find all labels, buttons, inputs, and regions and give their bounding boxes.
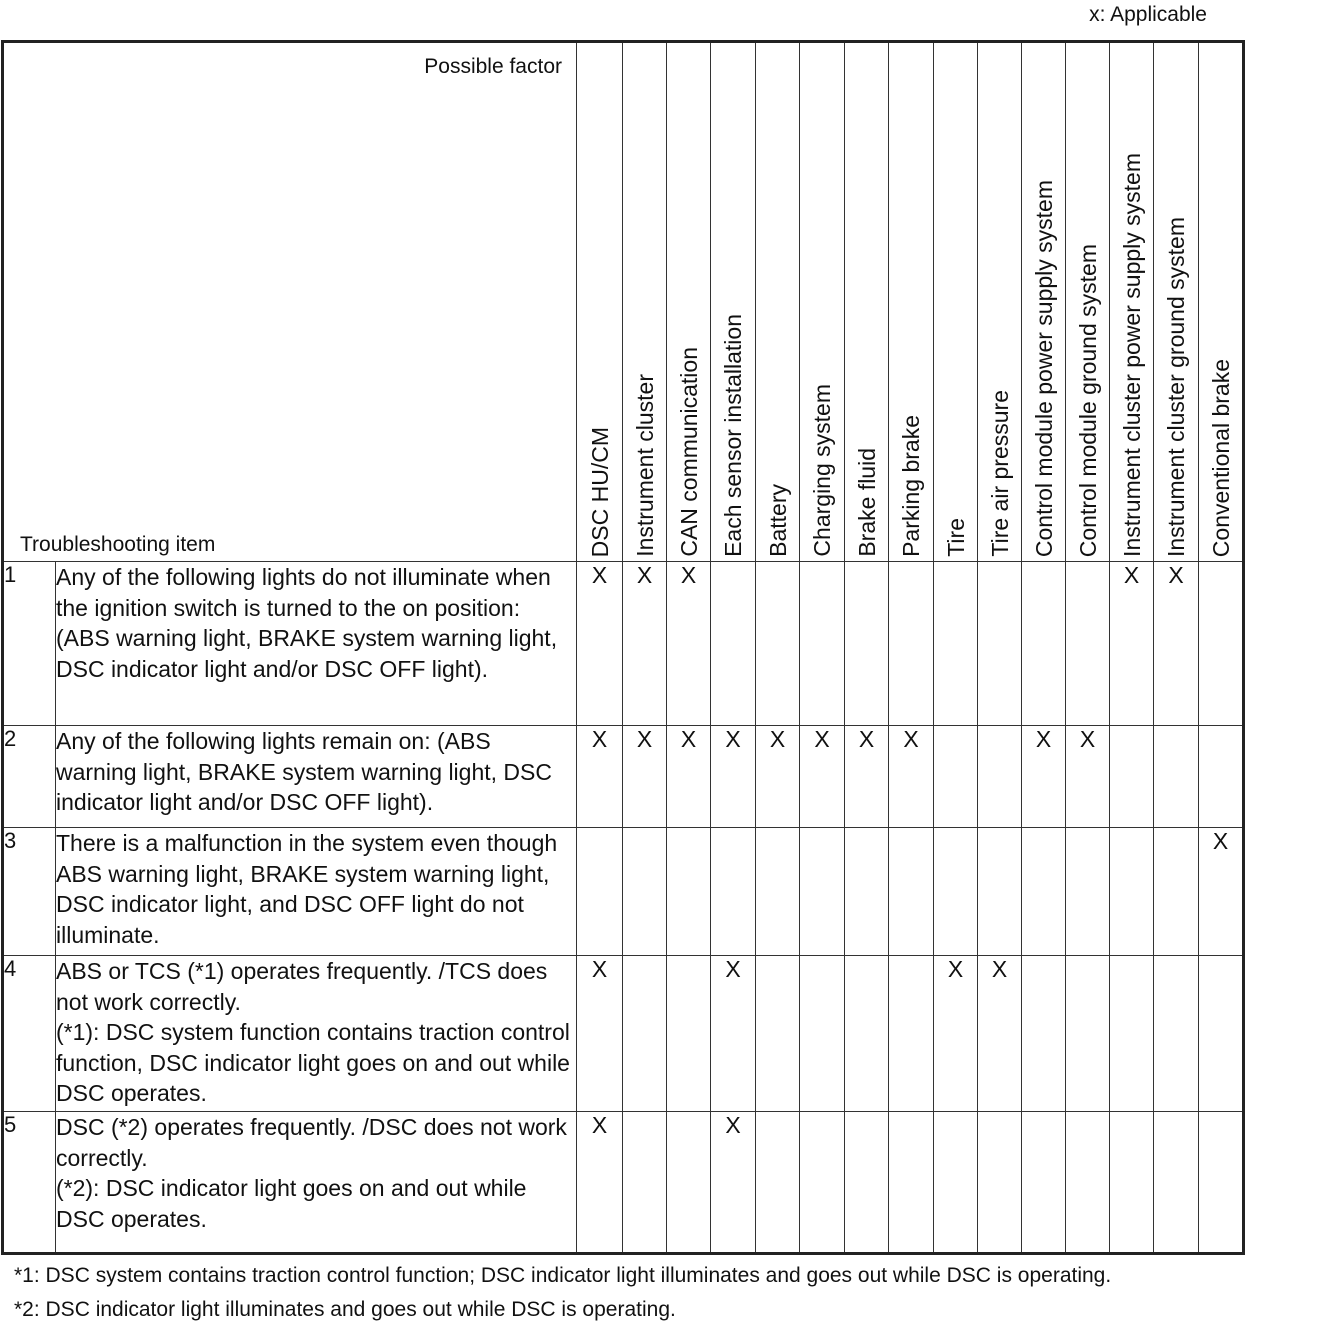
table-row (3, 1112, 1244, 1254)
factor-header-battery (756, 42, 800, 562)
factor-label: Charging system (809, 384, 835, 557)
applicability-mark (667, 828, 711, 956)
applicability-mark: X (711, 726, 756, 828)
applicability-mark (1110, 828, 1154, 956)
table-row (3, 726, 1244, 828)
factor-label: CAN communication (675, 347, 702, 557)
applicability-mark: X (623, 562, 667, 726)
applicability-mark (756, 956, 800, 1112)
factor-label: Tire air pressure (986, 390, 1013, 557)
row-description: DSC (*2) operates frequently. /DSC does not work correctly. (*2): DSC indicator light goes on and out while DSC operates. (56, 1112, 577, 1254)
applicability-mark (800, 1112, 845, 1254)
factor-label: Instrument cluster ground system (1163, 216, 1189, 557)
footnotes (14, 1259, 1111, 1327)
factor-label: Parking brake (898, 415, 924, 557)
applicability-mark (800, 828, 845, 956)
applicability-mark: X (800, 726, 845, 828)
applicability-mark (711, 828, 756, 956)
factor-label: Instrument cluster (631, 374, 658, 557)
applicability-mark (845, 1112, 889, 1254)
applicability-mark: X (934, 956, 978, 1112)
applicability-mark (1066, 828, 1110, 956)
applicability-mark (1066, 956, 1110, 1112)
applicability-mark (756, 828, 800, 956)
applicability-mark (1110, 726, 1154, 828)
factor-label: Control module power supply system (1030, 179, 1057, 557)
factor-label: Tire (942, 518, 969, 557)
factor-header-brake-fluid (845, 42, 889, 562)
applicability-mark (1199, 562, 1244, 726)
table-row (3, 828, 1244, 956)
applicability-mark (934, 828, 978, 956)
applicability-mark: X (1199, 828, 1244, 956)
applicability-mark (1022, 562, 1066, 726)
factor-label: Battery (764, 484, 791, 557)
factor-header-instrument-cluster-power-supply (1110, 42, 1154, 562)
applicability-mark (1154, 1112, 1199, 1254)
applicability-mark (623, 828, 667, 956)
applicability-mark (889, 828, 934, 956)
applicability-mark: X (978, 956, 1022, 1112)
applicability-mark (1154, 956, 1199, 1112)
applicability-mark (889, 1112, 934, 1254)
applicability-mark (1154, 726, 1199, 828)
applicability-mark: X (577, 956, 623, 1112)
applicability-mark: X (1110, 562, 1154, 726)
applicability-mark: X (845, 726, 889, 828)
applicability-mark (756, 1112, 800, 1254)
row-number: 4 (3, 956, 56, 1112)
factor-header-tire (934, 42, 978, 562)
possible-factor-label: Possible factor (424, 55, 562, 78)
factor-header-control-module-power-supply (1022, 42, 1066, 562)
row-description: Any of the following lights remain on: (ABS warning light, BRAKE system warning light, DSC indicator light and/or DSC OFF light). (56, 726, 577, 828)
factor-label: Instrument cluster power supply system (1118, 153, 1145, 557)
applicability-mark (978, 1112, 1022, 1254)
applicability-mark: X (577, 1112, 623, 1254)
matrix-body (3, 562, 1244, 1254)
applicability-mark: X (756, 726, 800, 828)
factor-header-tire-air-pressure (978, 42, 1022, 562)
table-row (3, 562, 1244, 726)
applicability-mark: X (1022, 726, 1066, 828)
factor-header-each-sensor-installation (711, 42, 756, 562)
factor-header-charging-system (800, 42, 845, 562)
applicability-mark (889, 956, 934, 1112)
row-number: 3 (3, 828, 56, 956)
applicability-mark: X (577, 562, 623, 726)
footnote-2: *2: DSC indicator light illuminates and goes out while DSC is operating. (14, 1298, 676, 1321)
row-description: ABS or TCS (*1) operates frequently. /TCS does not work correctly. (*1): DSC system function contains traction control function, DSC indicator light goes on and out while DSC operates. (56, 956, 577, 1112)
applicability-mark (667, 956, 711, 1112)
applicability-mark (1110, 1112, 1154, 1254)
applicability-mark (1022, 828, 1066, 956)
factor-header-parking-brake (889, 42, 934, 562)
applicability-mark (1110, 956, 1154, 1112)
applicability-mark: X (889, 726, 934, 828)
applicability-mark (934, 1112, 978, 1254)
applicable-legend: x: Applicable (1089, 3, 1207, 26)
factor-label: Conventional brake (1207, 358, 1234, 557)
applicability-mark (711, 562, 756, 726)
applicability-mark (1199, 956, 1244, 1112)
corner-header-cell (3, 42, 577, 562)
applicability-mark (978, 562, 1022, 726)
applicability-mark (1066, 1112, 1110, 1254)
applicability-mark: X (711, 1112, 756, 1254)
applicability-mark (1199, 726, 1244, 828)
applicability-mark (978, 726, 1022, 828)
applicability-mark (1022, 1112, 1066, 1254)
applicability-mark (978, 828, 1022, 956)
applicability-mark (845, 828, 889, 956)
applicability-mark (1022, 956, 1066, 1112)
factor-header-can-communication (667, 42, 711, 562)
applicability-mark: X (667, 726, 711, 828)
applicability-mark (667, 1112, 711, 1254)
header-row (3, 42, 1244, 562)
applicability-mark (800, 956, 845, 1112)
table-row (3, 956, 1244, 1112)
row-number: 2 (3, 726, 56, 828)
applicability-mark (845, 562, 889, 726)
applicability-mark: X (1066, 726, 1110, 828)
applicability-mark (623, 956, 667, 1112)
applicability-mark: X (1154, 562, 1199, 726)
applicability-mark (756, 562, 800, 726)
applicability-mark (934, 726, 978, 828)
applicability-mark (934, 562, 978, 726)
applicability-mark: X (577, 726, 623, 828)
row-description: Any of the following lights do not illuminate when the ignition switch is turned to the on position: (ABS warning light, BRAKE system warning light, DSC indicator light and/or DSC OFF light). (56, 562, 577, 726)
applicability-mark (1199, 1112, 1244, 1254)
factor-header-instrument-cluster-ground (1154, 42, 1199, 562)
factor-label: Control module ground system (1074, 243, 1101, 557)
factor-header-conventional-brake (1199, 42, 1244, 562)
factor-header-control-module-ground (1066, 42, 1110, 562)
applicability-mark (623, 1112, 667, 1254)
row-number: 1 (3, 562, 56, 726)
applicability-mark (1154, 828, 1199, 956)
applicability-mark (800, 562, 845, 726)
applicability-mark (889, 562, 934, 726)
applicability-mark (577, 828, 623, 956)
factor-label: DSC HU/CM (586, 426, 613, 557)
factor-header-dsc-hu-cm (577, 42, 623, 562)
row-description: There is a malfunction in the system even though ABS warning light, BRAKE system warning light, DSC indicator light, and DSC OFF light do not illuminate. (56, 828, 577, 956)
applicability-mark: X (711, 956, 756, 1112)
factor-header-instrument-cluster (623, 42, 667, 562)
applicability-mark (845, 956, 889, 1112)
applicability-mark: X (623, 726, 667, 828)
troubleshooting-item-label: Troubleshooting item (20, 533, 216, 556)
factor-label: Brake fluid (853, 448, 880, 557)
applicability-mark (1066, 562, 1110, 726)
footnote-1: *1: DSC system contains traction control function; DSC indicator light illuminates and goes out while DSC is operating. (14, 1264, 1112, 1287)
row-number: 5 (3, 1112, 56, 1254)
applicability-mark: X (667, 562, 711, 726)
troubleshooting-matrix (1, 40, 1245, 1255)
factor-label: Each sensor installation (720, 314, 746, 557)
